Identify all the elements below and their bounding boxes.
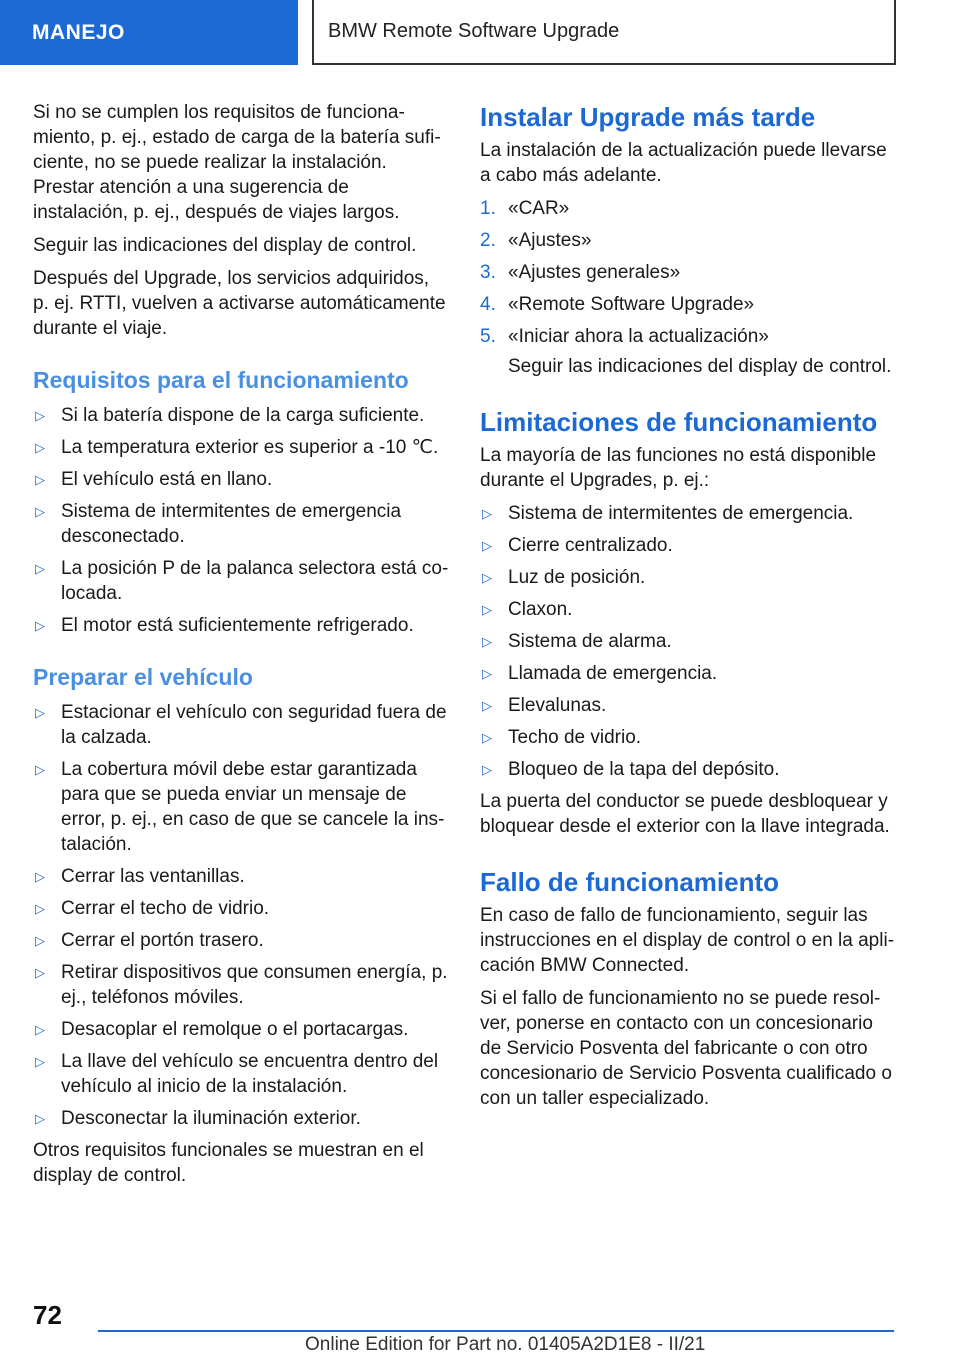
triangle-bullet-icon: ▷ xyxy=(35,504,45,519)
triangle-bullet-icon: ▷ xyxy=(35,408,45,423)
triangle-bullet-icon: ▷ xyxy=(482,538,492,553)
right-column xyxy=(480,100,898,1119)
step-item: 5. «Iniciar ahora la actualización» xyxy=(480,326,769,347)
triangle-bullet-icon: ▷ xyxy=(482,698,492,713)
triangle-bullet-icon: ▷ xyxy=(35,618,45,633)
triangle-bullet-icon: ▷ xyxy=(35,762,45,777)
malfunction-paragraph: En caso de fallo de funcionamiento, seguir las instrucciones en el display de control o en la aplicación BMW Connected. xyxy=(480,905,895,976)
triangle-bullet-icon: ▷ xyxy=(482,506,492,521)
malfunction-paragraph: Si el fallo de funcionamiento no se puede resolver, ponerse en contacto con un concesionario de Servicio Posventa del fabricante o con otro concesionario de Servicio Posventa cualificado o con un taller especializado. xyxy=(480,988,892,1109)
section-tab: MANEJO xyxy=(0,0,298,65)
triangle-bullet-icon: ▷ xyxy=(35,561,45,576)
list-item: ▷ Sistema de intermitentes de emergencia desconectado. xyxy=(35,501,402,547)
list-item: ▷ La temperatura exterior es superior a -10 ℃. xyxy=(35,437,439,458)
step-item: 4. «Remote Software Upgrade» xyxy=(480,294,755,315)
triangle-bullet-icon: ▷ xyxy=(35,472,45,487)
step-number: 4. xyxy=(480,294,496,315)
limitations-heading: Limitaciones de funcionamiento xyxy=(480,407,878,437)
list-item: ▷ Cerrar las ventanillas. xyxy=(35,866,245,887)
list-item: ▷ La llave del vehículo se encuentra dentro del vehículo al inicio de la instalación. xyxy=(35,1051,439,1097)
triangle-bullet-icon: ▷ xyxy=(482,762,492,777)
prepare-vehicle-list xyxy=(33,700,449,1131)
list-item: ▷ Retirar dispositivos que consumen energía, p. ej., teléfonos móviles. xyxy=(35,962,448,1008)
limitations-intro: La mayoría de las funciones no está disponible durante el Upgrades, p. ej.: xyxy=(480,445,877,491)
triangle-bullet-icon: ▷ xyxy=(35,440,45,455)
step-number: 1. xyxy=(480,198,496,219)
list-item: ▷ Techo de vidrio. xyxy=(482,727,642,748)
requirements-heading: Requisitos para el funcionamiento xyxy=(33,367,409,393)
triangle-bullet-icon: ▷ xyxy=(35,1022,45,1037)
triangle-bullet-icon: ▷ xyxy=(35,901,45,916)
chapter-title: BMW Remote Software Upgrade xyxy=(312,0,896,65)
limitations-outro: La puerta del conductor se puede desbloquear y bloquear desde el exterior con la llave integrada. xyxy=(480,791,890,837)
triangle-bullet-icon: ▷ xyxy=(482,666,492,681)
triangle-bullet-icon: ▷ xyxy=(482,570,492,585)
triangle-bullet-icon: ▷ xyxy=(482,634,492,649)
intro-paragraph: Si no se cumplen los requisitos de funcionamiento, p. ej., estado de carga de la batería suficiente, no se puede realizar la instalación. Prestar atención a una sugerencia de instalación, p. ej., después de viajes largos. xyxy=(33,102,441,223)
list-item: ▷ El motor está suficientemente refrigerado. xyxy=(35,615,414,636)
triangle-bullet-icon: ▷ xyxy=(35,1111,45,1126)
step-item: 2. «Ajustes» xyxy=(480,230,592,251)
triangle-bullet-icon: ▷ xyxy=(35,869,45,884)
list-item: ▷ Cierre centralizado. xyxy=(482,535,673,556)
list-item: ▷ La cobertura móvil debe estar garantizada para que se pueda enviar un mensaje de error, p. ej., en caso de que se cancele la instalación. xyxy=(35,759,445,855)
malfunction-heading: Fallo de funcionamiento xyxy=(480,867,780,897)
left-column xyxy=(33,100,449,1196)
intro-paragraph: Seguir las indicaciones del display de control. xyxy=(33,235,417,256)
list-item: ▷ Claxon. xyxy=(482,599,573,620)
install-later-heading: Instalar Upgrade más tarde xyxy=(480,102,816,132)
list-item: ▷ Desacoplar el remolque o el portacargas. xyxy=(35,1019,409,1040)
step-number: 2. xyxy=(480,230,496,251)
outro-paragraph: Otros requisitos funcionales se muestran en el display de control. xyxy=(33,1140,424,1186)
list-item: ▷ Llamada de emergencia. xyxy=(482,663,718,684)
requirements-list xyxy=(33,403,449,638)
list-item: ▷ Sistema de alarma. xyxy=(482,631,672,652)
triangle-bullet-icon: ▷ xyxy=(35,933,45,948)
triangle-bullet-icon: ▷ xyxy=(35,1054,45,1069)
list-item: ▷ Estacionar el vehículo con seguridad fuera de la calzada. xyxy=(35,702,447,748)
step-item: 3. «Ajustes generales» xyxy=(480,262,681,283)
intro-paragraph: Después del Upgrade, los servicios adquiridos, p. ej. RTTI, vuelven a activarse automáticamente durante el viaje. xyxy=(33,268,446,339)
footer-divider xyxy=(98,1330,894,1332)
prepare-vehicle-heading: Preparar el vehículo xyxy=(33,664,253,690)
list-item: ▷ Bloqueo de la tapa del depósito. xyxy=(482,759,780,780)
step-item: 1. «CAR» xyxy=(480,198,570,219)
list-item: ▷ Cerrar el techo de vidrio. xyxy=(35,898,270,919)
list-item: ▷ Luz de posición. xyxy=(482,567,646,588)
triangle-bullet-icon: ▷ xyxy=(35,705,45,720)
triangle-bullet-icon: ▷ xyxy=(35,965,45,980)
list-item: ▷ Cerrar el portón trasero. xyxy=(35,930,264,951)
step-followup: Seguir las indicaciones del display de control. xyxy=(508,356,892,377)
triangle-bullet-icon: ▷ xyxy=(482,730,492,745)
list-item: ▷ La posición P de la palanca selectora está colocada. xyxy=(35,558,449,604)
list-item: ▷ El vehículo está en llano. xyxy=(35,469,273,490)
triangle-bullet-icon: ▷ xyxy=(482,602,492,617)
install-later-intro: La instalación de la actualización puede llevarse a cabo más adelante. xyxy=(480,140,887,186)
list-item: ▷ Desconectar la iluminación exterior. xyxy=(35,1108,361,1129)
install-steps-list xyxy=(480,196,898,349)
list-item: ▷ Si la batería dispone de la carga suficiente. xyxy=(35,405,425,426)
page-number: 72 xyxy=(33,1300,62,1330)
step-number: 5. xyxy=(480,326,496,347)
list-item: ▷ Elevalunas. xyxy=(482,695,607,716)
edition-footer: Online Edition for Part no. 01405A2D1E8 - II/21 xyxy=(305,1334,706,1355)
limitations-list xyxy=(480,501,898,782)
step-number: 3. xyxy=(480,262,496,283)
list-item: ▷ Sistema de intermitentes de emergencia. xyxy=(482,503,854,524)
